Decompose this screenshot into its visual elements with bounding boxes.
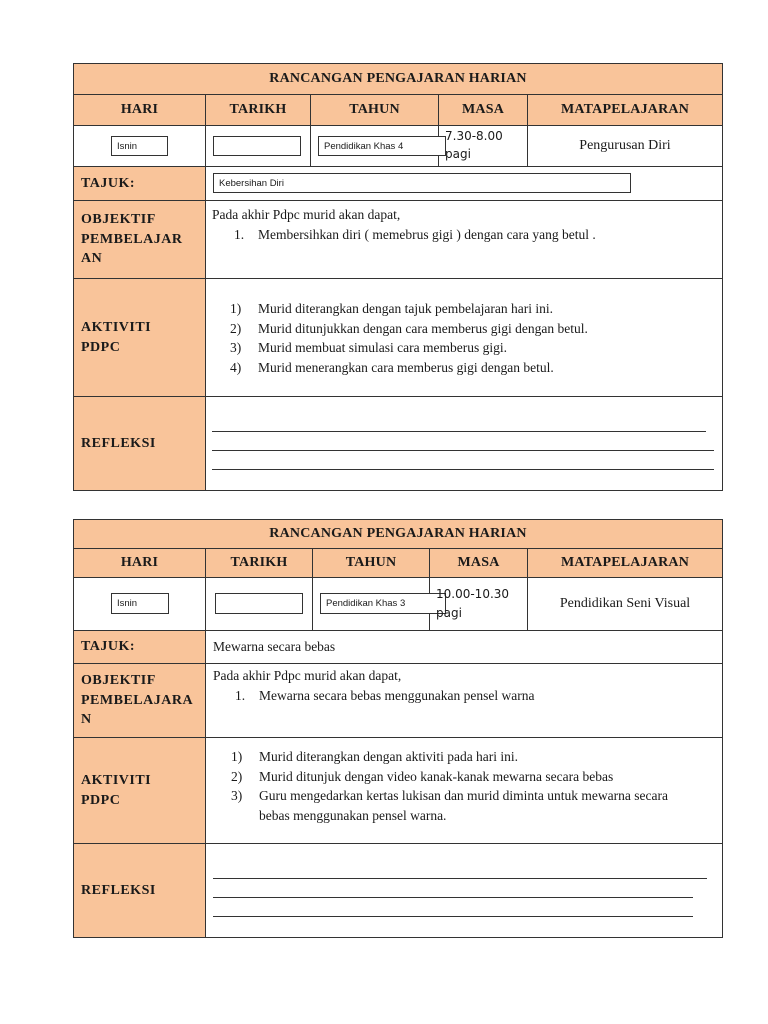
objektif-label-line: PEMBELAJAR [81, 231, 183, 247]
aktiviti-item [213, 747, 694, 767]
header-masa: MASA [439, 95, 528, 125]
tarikh-cell [206, 126, 311, 166]
matapelajaran-cell [528, 126, 722, 166]
header-tahun: TAHUN [313, 549, 430, 577]
refleksi-writing-line[interactable] [213, 916, 693, 917]
tahun-field[interactable]: Pendidikan Khas 3 [320, 593, 446, 614]
masa-time: 10.00-10.30 [436, 587, 510, 601]
tahun-cell [313, 578, 430, 630]
plan-title-row [74, 64, 722, 95]
aktiviti-label [74, 738, 206, 843]
aktiviti-item-number: 2) [231, 768, 243, 784]
tajuk-row [74, 631, 722, 664]
aktiviti-label-line: AKTIVITI [81, 773, 152, 788]
aktiviti-content [206, 738, 722, 843]
tarikh-cell [206, 578, 313, 630]
aktiviti-item-number: 4) [230, 359, 242, 375]
plan-title: RANCANGAN PENGAJARAN HARIAN [269, 526, 527, 541]
refleksi-content [206, 397, 722, 490]
aktiviti-item-number: 3) [231, 788, 243, 803]
aktiviti-row [74, 279, 722, 397]
hari-cell [74, 126, 206, 166]
aktiviti-item [212, 358, 714, 378]
aktiviti-item [212, 338, 714, 358]
tajuk-field[interactable]: Kebersihan Diri [213, 173, 631, 193]
refleksi-row [74, 397, 722, 490]
aktiviti-item-number: 1) [230, 301, 242, 316]
hari-field[interactable]: Isnin [111, 593, 169, 614]
aktiviti-item-number: 3) [230, 340, 242, 355]
objektif-row [74, 201, 722, 279]
aktiviti-item-number: 1) [231, 749, 243, 764]
tajuk-row [74, 167, 722, 201]
aktiviti-item-text: Murid menerangkan cara memberus gigi dengan betul. [258, 359, 554, 375]
value-row [74, 126, 722, 167]
header-matapelajaran: MATAPELAJARAN [528, 549, 722, 577]
aktiviti-item [212, 299, 714, 319]
objektif-item [212, 225, 714, 245]
aktiviti-item-text: Murid ditunjukkan dengan cara memberus gigi dengan betul. [258, 320, 588, 336]
objektif-content [206, 201, 722, 278]
header-tahun: TAHUN [311, 95, 439, 125]
value-row [74, 578, 722, 631]
plan-title: RANCANGAN PENGAJARAN HARIAN [269, 71, 527, 86]
objektif-label-line: PEMBELAJARA [81, 692, 194, 708]
header-hari: HARI [74, 549, 206, 577]
refleksi-content [206, 844, 722, 937]
objektif-content [206, 664, 722, 737]
masa-cell [430, 578, 528, 630]
plan-title-row [74, 520, 722, 549]
aktiviti-label-line: PDPC [81, 339, 121, 355]
masa-time: 7.30-8.00 [445, 129, 503, 143]
header-tarikh: TARIKH [206, 95, 311, 125]
objektif-item-text: Mewarna secara bebas menggunakan pensel warna [259, 687, 535, 703]
lesson-plan-1 [73, 63, 723, 491]
objektif-label [74, 201, 206, 278]
aktiviti-item-text: Murid membuat simulasi cara memberus gigi. [258, 340, 507, 355]
aktiviti-label-line: PDPC [81, 792, 121, 808]
header-row [74, 549, 722, 578]
aktiviti-item-text: Guru mengedarkan kertas lukisan dan murid diminta untuk mewarna secara bebas menggunakan pensel warna. [259, 788, 668, 823]
tahun-cell [311, 126, 439, 166]
header-tarikh: TARIKH [206, 549, 313, 577]
objektif-intro: Pada akhir Pdpc murid akan dapat, [212, 207, 401, 222]
header-hari: HARI [74, 95, 206, 125]
objektif-item [213, 686, 714, 706]
aktiviti-item [212, 319, 714, 339]
lesson-plan-2 [73, 519, 723, 938]
aktiviti-content [206, 279, 722, 396]
aktiviti-item-text: Murid diterangkan dengan aktiviti pada hari ini. [259, 749, 519, 764]
tajuk-label: TAJUK: [74, 167, 206, 200]
refleksi-writing-line[interactable] [212, 431, 706, 432]
refleksi-label: REFLEKSI [74, 844, 206, 937]
header-masa: MASA [430, 549, 528, 577]
aktiviti-item [213, 767, 694, 787]
matapelajaran-value: Pengurusan Diri [579, 138, 671, 153]
matapelajaran-cell [528, 578, 722, 630]
hari-cell [74, 578, 206, 630]
tarikh-field[interactable] [213, 136, 301, 156]
aktiviti-label [74, 279, 206, 396]
refleksi-writing-line[interactable] [213, 897, 693, 898]
objektif-label [74, 664, 206, 737]
tajuk-label: TAJUK: [74, 631, 206, 663]
refleksi-writing-line[interactable] [212, 450, 714, 451]
aktiviti-row [74, 738, 722, 844]
refleksi-writing-line[interactable] [212, 469, 714, 470]
tajuk-value: Mewarna secara bebas [213, 639, 336, 654]
tajuk-cell [206, 631, 722, 663]
refleksi-row [74, 844, 722, 937]
objektif-row [74, 664, 722, 738]
refleksi-writing-line[interactable] [213, 878, 707, 879]
header-row [74, 95, 722, 126]
tajuk-cell [206, 167, 722, 200]
objektif-item-number: 1. [235, 687, 246, 703]
tahun-field[interactable]: Pendidikan Khas 4 [318, 136, 446, 156]
objektif-label-line: OBJEKTIF [81, 673, 156, 689]
hari-field[interactable]: Isnin [111, 136, 168, 156]
aktiviti-item-text: Murid ditunjuk dengan video kanak-kanak mewarna secara bebas [259, 768, 614, 784]
objektif-label-line: AN [81, 251, 103, 267]
refleksi-label: REFLEKSI [74, 397, 206, 490]
masa-period: pagi [445, 147, 471, 161]
aktiviti-item-number: 2) [230, 320, 242, 336]
tarikh-field[interactable] [215, 593, 303, 614]
objektif-item-text: Membersihkan diri ( memebrus gigi ) dengan cara yang betul . [258, 226, 596, 242]
objektif-intro: Pada akhir Pdpc murid akan dapat, [213, 668, 402, 683]
aktiviti-item-text: Murid diterangkan dengan tajuk pembelajaran hari ini. [258, 301, 554, 316]
masa-period: pagi [436, 606, 462, 620]
objektif-label-line: N [81, 712, 92, 728]
aktiviti-label-line: AKTIVITI [81, 320, 152, 335]
matapelajaran-value: Pendidikan Seni Visual [559, 596, 691, 611]
masa-cell [439, 126, 528, 166]
objektif-label-line: OBJEKTIF [81, 212, 156, 228]
aktiviti-item [213, 786, 694, 825]
objektif-item-number: 1. [234, 226, 245, 242]
header-matapelajaran: MATAPELAJARAN [528, 95, 722, 125]
